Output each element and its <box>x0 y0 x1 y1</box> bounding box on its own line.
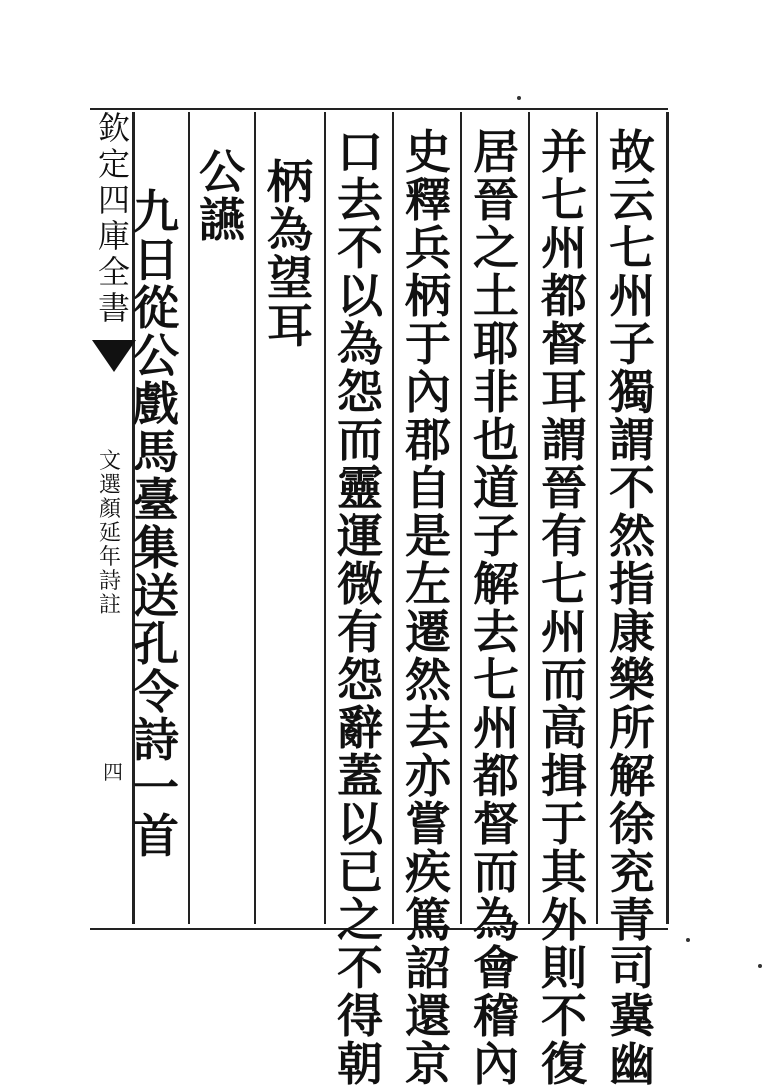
column-character: 望 <box>267 251 313 305</box>
column-character: 云 <box>609 173 655 227</box>
column-character: 馬 <box>133 425 179 479</box>
column-character: 去 <box>405 701 451 755</box>
column-character: 并 <box>541 125 587 179</box>
column-character: 冀 <box>609 989 655 1043</box>
ink-speck <box>758 964 762 968</box>
column-character: 外 <box>541 893 587 947</box>
column-character: 土 <box>473 269 519 323</box>
column-character: 獨 <box>609 365 655 419</box>
column-rule <box>460 112 462 924</box>
column-character: 怨 <box>337 653 383 707</box>
text-column-2 <box>532 125 596 1091</box>
column-character: 柄 <box>405 269 451 323</box>
book-name <box>95 450 125 618</box>
column-character: 日 <box>133 233 179 287</box>
text-column-6 <box>258 155 322 353</box>
column-rule <box>392 112 394 924</box>
column-character: 其 <box>541 845 587 899</box>
column-character: 于 <box>405 317 451 371</box>
margin-title-character: 全 <box>97 253 130 291</box>
column-character: 于 <box>541 797 587 851</box>
column-character: 晉 <box>541 461 587 515</box>
column-character: 兖 <box>609 845 655 899</box>
book-name-character: 顏 <box>98 497 121 522</box>
column-character: 耳 <box>267 299 313 353</box>
column-character: 不 <box>337 941 383 995</box>
column-character: 謂 <box>609 413 655 467</box>
column-character: 子 <box>609 317 655 371</box>
column-character: 微 <box>337 557 383 611</box>
column-character: 為 <box>267 203 313 257</box>
column-character: 有 <box>541 509 587 563</box>
column-character: 孔 <box>133 617 179 671</box>
column-character: 所 <box>609 701 655 755</box>
column-character: 得 <box>337 989 383 1043</box>
column-character: 而 <box>541 653 587 707</box>
margin-title-character: 庫 <box>97 217 130 255</box>
column-character: 柄 <box>267 155 313 209</box>
column-character: 首 <box>133 809 179 863</box>
column-character: 解 <box>609 749 655 803</box>
leaf-number: 四 <box>103 760 123 784</box>
column-rule <box>324 112 326 924</box>
column-character: 詔 <box>405 941 451 995</box>
column-character: 左 <box>405 557 451 611</box>
column-character: 已 <box>337 845 383 899</box>
column-character: 公 <box>199 145 245 199</box>
column-character: 朝 <box>337 1037 383 1091</box>
column-character: 督 <box>541 317 587 371</box>
margin-title-character: 欽 <box>97 109 130 147</box>
column-character: 不 <box>609 461 655 515</box>
text-column-3 <box>464 125 528 1091</box>
column-character: 郡 <box>405 413 451 467</box>
text-column-7 <box>190 145 254 247</box>
column-character: 口 <box>337 125 383 179</box>
column-character: 揖 <box>541 749 587 803</box>
column-character: 七 <box>541 173 587 227</box>
column-character: 疾 <box>405 845 451 899</box>
column-character: 州 <box>609 269 655 323</box>
column-character: 指 <box>609 557 655 611</box>
column-character: 則 <box>541 941 587 995</box>
column-character: 臺 <box>133 473 179 527</box>
column-character: 晉 <box>473 173 519 227</box>
column-character: 公 <box>133 329 179 383</box>
column-character: 謂 <box>541 413 587 467</box>
column-character: 釋 <box>405 173 451 227</box>
column-character: 讌 <box>199 193 245 247</box>
column-character: 嘗 <box>405 797 451 851</box>
column-character: 遷 <box>405 605 451 659</box>
column-character: 青 <box>609 893 655 947</box>
book-name-character: 延 <box>98 521 121 546</box>
column-character: 州 <box>541 221 587 275</box>
column-character: 不 <box>337 221 383 275</box>
column-character: 而 <box>473 845 519 899</box>
column-character: 靈 <box>337 461 383 515</box>
column-character: 不 <box>541 989 587 1043</box>
column-character: 令 <box>133 665 179 719</box>
book-name-character: 註 <box>98 593 121 618</box>
text-column-5 <box>328 125 392 1091</box>
column-character: 故 <box>609 125 655 179</box>
column-character: 州 <box>473 701 519 755</box>
column-character: 康 <box>609 605 655 659</box>
book-name-character: 年 <box>98 545 121 570</box>
column-character: 七 <box>541 557 587 611</box>
book-name-character: 文 <box>98 449 121 474</box>
column-character: 督 <box>473 797 519 851</box>
column-character: 內 <box>405 365 451 419</box>
column-character: 耳 <box>541 365 587 419</box>
column-character: 耶 <box>473 317 519 371</box>
margin-title-character: 四 <box>97 181 130 219</box>
column-character: 史 <box>405 125 451 179</box>
column-character: 有 <box>337 605 383 659</box>
column-character: 七 <box>473 653 519 707</box>
column-character: 內 <box>473 1037 519 1091</box>
column-character: 還 <box>405 989 451 1043</box>
column-rule <box>528 112 530 924</box>
column-character: 子 <box>473 509 519 563</box>
column-character: 篤 <box>405 893 451 947</box>
column-character: 而 <box>337 413 383 467</box>
column-character: 辭 <box>337 701 383 755</box>
margin-title-character: 定 <box>97 145 130 183</box>
column-character: 都 <box>473 749 519 803</box>
column-character: 以 <box>337 797 383 851</box>
column-character: 之 <box>473 221 519 275</box>
column-character: 詩 <box>133 713 179 767</box>
column-character: 然 <box>405 653 451 707</box>
text-column-1 <box>600 125 664 1091</box>
column-character: 七 <box>609 221 655 275</box>
column-character: 之 <box>337 893 383 947</box>
column-character: 會 <box>473 941 519 995</box>
column-character: 解 <box>473 557 519 611</box>
column-character: 自 <box>405 461 451 515</box>
column-character: 一 <box>133 761 179 815</box>
ink-speck <box>686 938 690 942</box>
column-character: 集 <box>133 521 179 575</box>
ink-speck <box>517 96 521 100</box>
column-character: 居 <box>473 125 519 179</box>
column-character: 復 <box>541 1037 587 1091</box>
column-character: 徐 <box>609 797 655 851</box>
column-character: 幽 <box>609 1037 655 1091</box>
text-column-8 <box>124 185 188 863</box>
column-rule <box>666 112 669 924</box>
column-character: 為 <box>337 317 383 371</box>
column-rule <box>596 112 598 924</box>
column-character: 戲 <box>133 377 179 431</box>
column-character: 州 <box>541 605 587 659</box>
column-character: 京 <box>405 1037 451 1091</box>
column-character: 道 <box>473 461 519 515</box>
book-name-character: 選 <box>98 473 121 498</box>
column-character: 從 <box>133 281 179 335</box>
column-character: 為 <box>473 893 519 947</box>
column-character: 樂 <box>609 653 655 707</box>
column-character: 以 <box>337 269 383 323</box>
column-character: 司 <box>609 941 655 995</box>
column-character: 稽 <box>473 989 519 1043</box>
column-character: 是 <box>405 509 451 563</box>
column-character: 送 <box>133 569 179 623</box>
column-character: 九 <box>133 185 179 239</box>
column-rule <box>254 112 256 924</box>
column-character: 高 <box>541 701 587 755</box>
column-character: 非 <box>473 365 519 419</box>
column-character: 亦 <box>405 749 451 803</box>
text-column-4 <box>396 125 460 1091</box>
column-character: 運 <box>337 509 383 563</box>
column-character: 去 <box>473 605 519 659</box>
column-character: 都 <box>541 269 587 323</box>
column-character: 也 <box>473 413 519 467</box>
column-character: 然 <box>609 509 655 563</box>
column-character: 去 <box>337 173 383 227</box>
column-character: 兵 <box>405 221 451 275</box>
margin-title-character: 書 <box>97 289 130 327</box>
book-name-character: 詩 <box>98 569 121 594</box>
column-character: 怨 <box>337 365 383 419</box>
column-character: 蓋 <box>337 749 383 803</box>
